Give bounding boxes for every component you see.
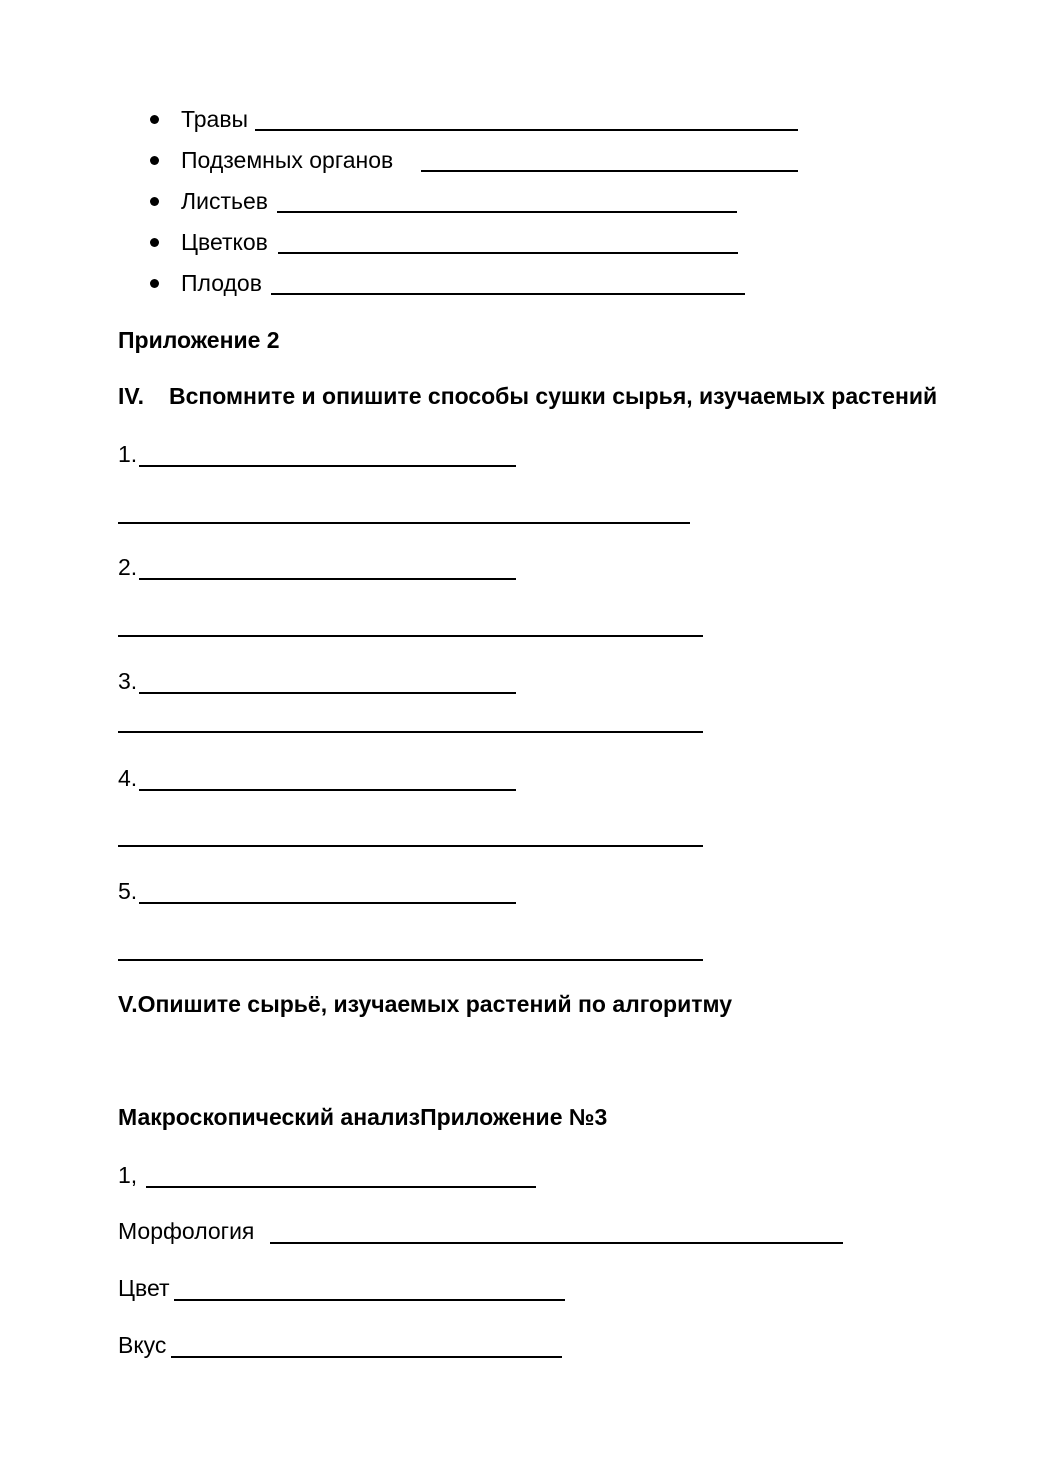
item-number: 2. (118, 554, 138, 580)
field-label: Морфология (118, 1218, 255, 1244)
answer-line[interactable] (270, 1242, 843, 1244)
section-number: IV. (118, 383, 145, 409)
answer-line[interactable] (146, 1186, 536, 1188)
answer-line[interactable] (139, 902, 516, 904)
answer-line[interactable] (118, 959, 703, 961)
list-item-label: Травы (181, 106, 249, 132)
list-item-label: Листьев (181, 188, 268, 214)
answer-line[interactable] (171, 1356, 562, 1358)
field-label: Вкус (118, 1332, 167, 1358)
answer-line[interactable] (118, 845, 703, 847)
list-item-label: Цветков (181, 229, 268, 255)
field-label: 1, (118, 1162, 138, 1188)
field-label: Цвет (118, 1275, 170, 1301)
item-number: 3. (118, 668, 138, 694)
appendix-heading: Приложение 2 (118, 327, 280, 353)
blank-line (421, 170, 798, 172)
answer-line[interactable] (139, 465, 516, 467)
bullet-icon (150, 197, 159, 206)
section-heading: V.Опишите сырьё, изучаемых растений по алгоритму (118, 991, 733, 1017)
bullet-icon (150, 156, 159, 165)
blank-line (278, 252, 738, 254)
answer-line[interactable] (139, 789, 516, 791)
bullet-icon (150, 238, 159, 247)
answer-line[interactable] (118, 731, 703, 733)
answer-line[interactable] (118, 635, 703, 637)
item-number: 4. (118, 765, 138, 791)
list-item-label: Подземных органов (181, 147, 394, 173)
bullet-icon (150, 279, 159, 288)
answer-line[interactable] (139, 692, 516, 694)
answer-line[interactable] (174, 1299, 565, 1301)
item-number: 5. (118, 878, 138, 904)
item-number: 1. (118, 441, 138, 467)
bullet-icon (150, 115, 159, 124)
blank-line (255, 129, 798, 131)
section-heading: Вспомните и опишите способы сушки сырья, изучаемых растений (169, 383, 938, 409)
analysis-heading: Макроскопический анализПриложение №3 (118, 1104, 608, 1130)
blank-line (271, 293, 745, 295)
answer-line[interactable] (139, 578, 516, 580)
blank-line (277, 211, 737, 213)
answer-line[interactable] (118, 522, 690, 524)
list-item-label: Плодов (181, 270, 262, 296)
